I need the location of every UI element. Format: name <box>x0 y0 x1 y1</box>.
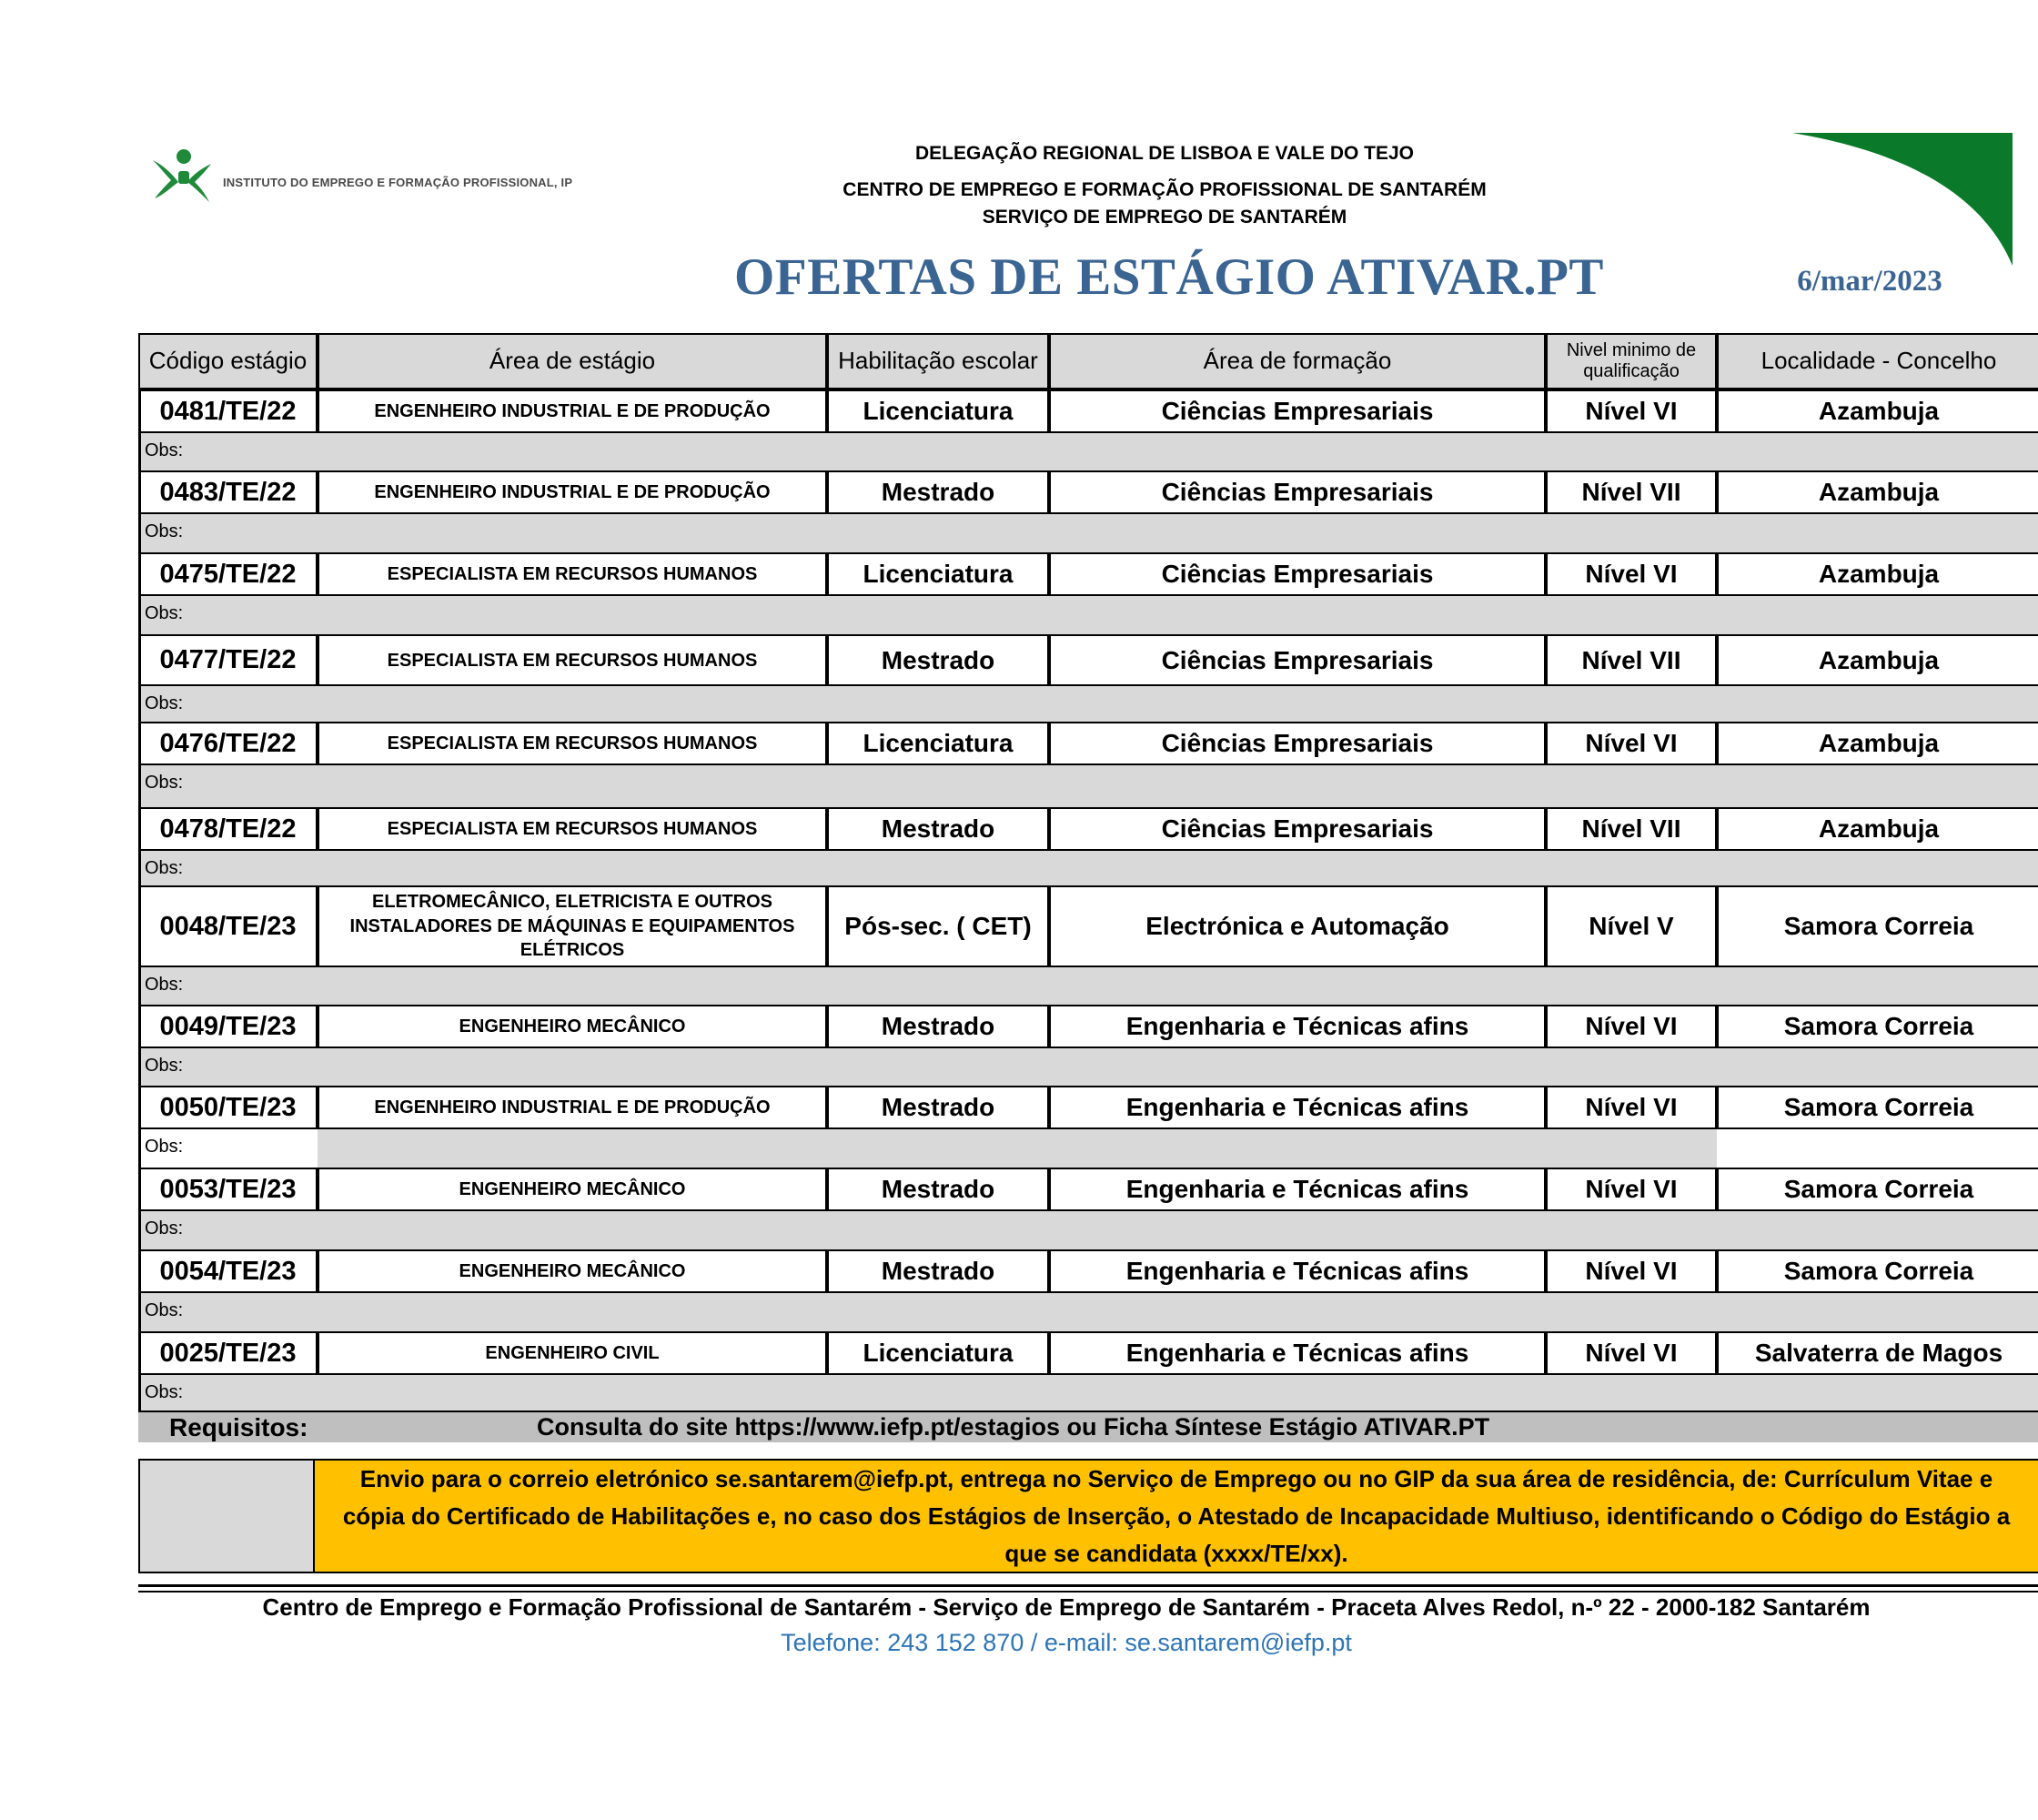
requisitos-text: Consulta do site https://www.iefp.pt/estagios ou Ficha Síntese Estágio ATIVAR.PT <box>537 1413 1490 1441</box>
row-11-col-codigo: 0054/TE/23 <box>138 1249 318 1293</box>
row-5-col-area: ESPECIALISTA EM RECURSOS HUMANOS <box>318 722 827 765</box>
row-9-col-habilitacao: Mestrado <box>827 1086 1049 1129</box>
logo-text: INSTITUTO DO EMPREGO E FORMAÇÃO PROFISSIONAL, IP <box>223 176 573 189</box>
row-5-col-codigo: 0476/TE/22 <box>138 722 318 765</box>
row-12-col-localidade: Salvaterra de Magos <box>1717 1331 2038 1375</box>
row-3-col-habilitacao: Licenciatura <box>827 552 1049 596</box>
row-4-col-nivel: Nível VII <box>1546 634 1717 686</box>
row-2-col-nivel: Nível VII <box>1546 470 1717 514</box>
row-6-col-localidade: Azambuja <box>1717 807 2038 851</box>
obs-row-9-shading <box>318 1129 1717 1168</box>
iefp-logo-icon <box>144 146 217 209</box>
row-1-col-habilitacao: Licenciatura <box>827 389 1049 433</box>
row-9-col-formacao: Engenharia e Técnicas afins <box>1049 1086 1546 1129</box>
row-8-col-nivel: Nível VI <box>1546 1005 1717 1048</box>
row-5-col-localidade: Azambuja <box>1717 722 2038 765</box>
row-10-col-formacao: Engenharia e Técnicas afins <box>1049 1168 1546 1211</box>
row-12-col-nivel: Nível VI <box>1546 1331 1717 1375</box>
row-7-col-formacao: Electrónica e Automação <box>1049 885 1546 967</box>
row-2-col-formacao: Ciências Empresariais <box>1049 470 1546 514</box>
row-6-col-area: ESPECIALISTA EM RECURSOS HUMANOS <box>318 807 827 851</box>
obs-row-8: Obs: <box>141 1048 2038 1086</box>
row-10-col-nivel: Nível VI <box>1546 1168 1717 1211</box>
row-11-col-nivel: Nível VI <box>1546 1249 1717 1293</box>
obs-row-5: Obs: <box>141 765 2038 807</box>
obs-row-11: Obs: <box>141 1293 2038 1331</box>
row-8-col-habilitacao: Mestrado <box>827 1005 1049 1048</box>
obs-row-10: Obs: <box>141 1211 2038 1249</box>
offers-table <box>138 333 2038 1413</box>
row-3-col-area: ESPECIALISTA EM RECURSOS HUMANOS <box>318 552 827 596</box>
row-7-col-habilitacao: Pós-sec. ( CET) <box>827 885 1049 967</box>
footer-divider <box>138 1584 2038 1587</box>
row-1-col-area: ENGENHEIRO INDUSTRIAL E DE PRODUÇÃO <box>318 389 827 433</box>
row-10-col-localidade: Samora Correia <box>1717 1168 2038 1211</box>
row-4-col-area: ESPECIALISTA EM RECURSOS HUMANOS <box>318 634 827 686</box>
row-10-col-area: ENGENHEIRO MECÂNICO <box>318 1168 827 1211</box>
row-5-col-habilitacao: Licenciatura <box>827 722 1049 765</box>
iefp-logo <box>144 146 599 209</box>
row-2-col-habilitacao: Mestrado <box>827 470 1049 514</box>
footer-contact: Telefone: 243 152 870 / e-mail: se.santarem@iefp.pt <box>781 1629 1352 1656</box>
footer-address: Centro de Emprego e Formação Profissional de Santarém - Serviço de Emprego de Santarém - Praceta Alves Redol, n-º 22 - 2000-182 Santarém <box>262 1593 1871 1621</box>
row-9-col-localidade: Samora Correia <box>1717 1086 2038 1129</box>
header-line-1: DELEGAÇÃO REGIONAL DE LISBOA E VALE DO TEJO <box>915 143 1414 164</box>
row-6-col-nivel: Nível VII <box>1546 807 1717 851</box>
obs-row-6: Obs: <box>141 851 2038 885</box>
header-col-nivel: Nivel minimo de qualificação <box>1546 333 1717 389</box>
row-1-col-nivel: Nível VI <box>1546 389 1717 433</box>
obs-row-9: Obs: <box>141 1129 318 1168</box>
row-1-col-codigo: 0481/TE/22 <box>138 389 318 433</box>
row-2-col-codigo: 0483/TE/22 <box>138 470 318 514</box>
row-11-col-formacao: Engenharia e Técnicas afins <box>1049 1249 1546 1293</box>
row-4-col-formacao: Ciências Empresariais <box>1049 634 1546 686</box>
obs-row-3: Obs: <box>141 596 2038 634</box>
row-12-col-codigo: 0025/TE/23 <box>138 1331 318 1375</box>
document-date: 6/mar/2023 <box>1797 265 1942 298</box>
row-7-col-area: ELETROMECÂNICO, ELETRICISTA E OUTROS INSTALADORES DE MÁQUINAS E EQUIPAMENTOS ELÉTRICOS <box>318 885 827 967</box>
row-6-col-formacao: Ciências Empresariais <box>1049 807 1546 851</box>
row-3-col-codigo: 0475/TE/22 <box>138 552 318 596</box>
row-7-col-localidade: Samora Correia <box>1717 885 2038 967</box>
row-4-col-habilitacao: Mestrado <box>827 634 1049 686</box>
header-col-area: Área de estágio <box>318 333 827 389</box>
row-11-col-habilitacao: Mestrado <box>827 1249 1049 1293</box>
header-col-localidade: Localidade - Concelho <box>1717 333 2038 389</box>
row-9-col-codigo: 0050/TE/23 <box>138 1086 318 1129</box>
row-7-col-nivel: Nível V <box>1546 885 1717 967</box>
row-9-col-nivel: Nível VI <box>1546 1086 1717 1129</box>
row-2-col-area: ENGENHEIRO INDUSTRIAL E DE PRODUÇÃO <box>318 470 827 514</box>
requisitos-bar <box>138 1412 2038 1442</box>
obs-row-4: Obs: <box>141 686 2038 722</box>
row-5-col-nivel: Nível VI <box>1546 722 1717 765</box>
obs-row-12: Obs: <box>141 1375 2038 1412</box>
obs-row-1: Obs: <box>141 433 2038 470</box>
page-title: OFERTAS DE ESTÁGIO ATIVAR.PT <box>734 248 1604 306</box>
row-1-col-formacao: Ciências Empresariais <box>1049 389 1546 433</box>
row-8-col-formacao: Engenharia e Técnicas afins <box>1049 1005 1546 1048</box>
row-11-col-localidade: Samora Correia <box>1717 1249 2038 1293</box>
row-6-col-habilitacao: Mestrado <box>827 807 1049 851</box>
row-9-col-area: ENGENHEIRO INDUSTRIAL E DE PRODUÇÃO <box>318 1086 827 1129</box>
header-col-habilitacao: Habilitação escolar <box>827 333 1049 389</box>
requisitos-label: Requisitos: <box>169 1413 308 1441</box>
row-3-col-localidade: Azambuja <box>1717 552 2038 596</box>
row-12-col-habilitacao: Licenciatura <box>827 1331 1049 1375</box>
envio-left-cell <box>138 1459 315 1573</box>
row-3-col-formacao: Ciências Empresariais <box>1049 552 1546 596</box>
row-4-col-localidade: Azambuja <box>1717 634 2038 686</box>
row-8-col-area: ENGENHEIRO MECÂNICO <box>318 1005 827 1048</box>
corner-decoration-icon <box>1792 133 2013 266</box>
header-line-2: CENTRO DE EMPREGO E FORMAÇÃO PROFISSIONAL DE SANTARÉM <box>842 179 1487 200</box>
row-7-col-codigo: 0048/TE/23 <box>138 885 318 967</box>
row-3-col-nivel: Nível VI <box>1546 552 1717 596</box>
row-1-col-localidade: Azambuja <box>1717 389 2038 433</box>
row-8-col-codigo: 0049/TE/23 <box>138 1005 318 1048</box>
row-12-col-area: ENGENHEIRO CIVIL <box>318 1331 827 1375</box>
envio-instructions: Envio para o correio eletrónico se.santarem@iefp.pt, entrega no Serviço de Emprego ou no GIP da sua área de residência, de: Currículum Vitae e cópia do Certificado de Habilitações e, no caso dos Estágios de Inserção, o Atestado de Incapacidade Multiuso, identificando o Código do Estágio a que se candidata (xxxx/TE/xx). <box>315 1459 2038 1573</box>
row-12-col-formacao: Engenharia e Técnicas afins <box>1049 1331 1546 1375</box>
header-line-3: SERVIÇO DE EMPREGO DE SANTARÉM <box>982 207 1347 228</box>
row-5-col-formacao: Ciências Empresariais <box>1049 722 1546 765</box>
row-10-col-codigo: 0053/TE/23 <box>138 1168 318 1211</box>
obs-row-7: Obs: <box>141 967 2038 1005</box>
header-col-formacao: Área de formação <box>1049 333 1546 389</box>
row-11-col-area: ENGENHEIRO MECÂNICO <box>318 1249 827 1293</box>
row-10-col-habilitacao: Mestrado <box>827 1168 1049 1211</box>
row-2-col-localidade: Azambuja <box>1717 470 2038 514</box>
row-6-col-codigo: 0478/TE/22 <box>138 807 318 851</box>
header-col-codigo: Código estágio <box>138 333 318 389</box>
row-8-col-localidade: Samora Correia <box>1717 1005 2038 1048</box>
row-4-col-codigo: 0477/TE/22 <box>138 634 318 686</box>
obs-row-2: Obs: <box>141 514 2038 552</box>
